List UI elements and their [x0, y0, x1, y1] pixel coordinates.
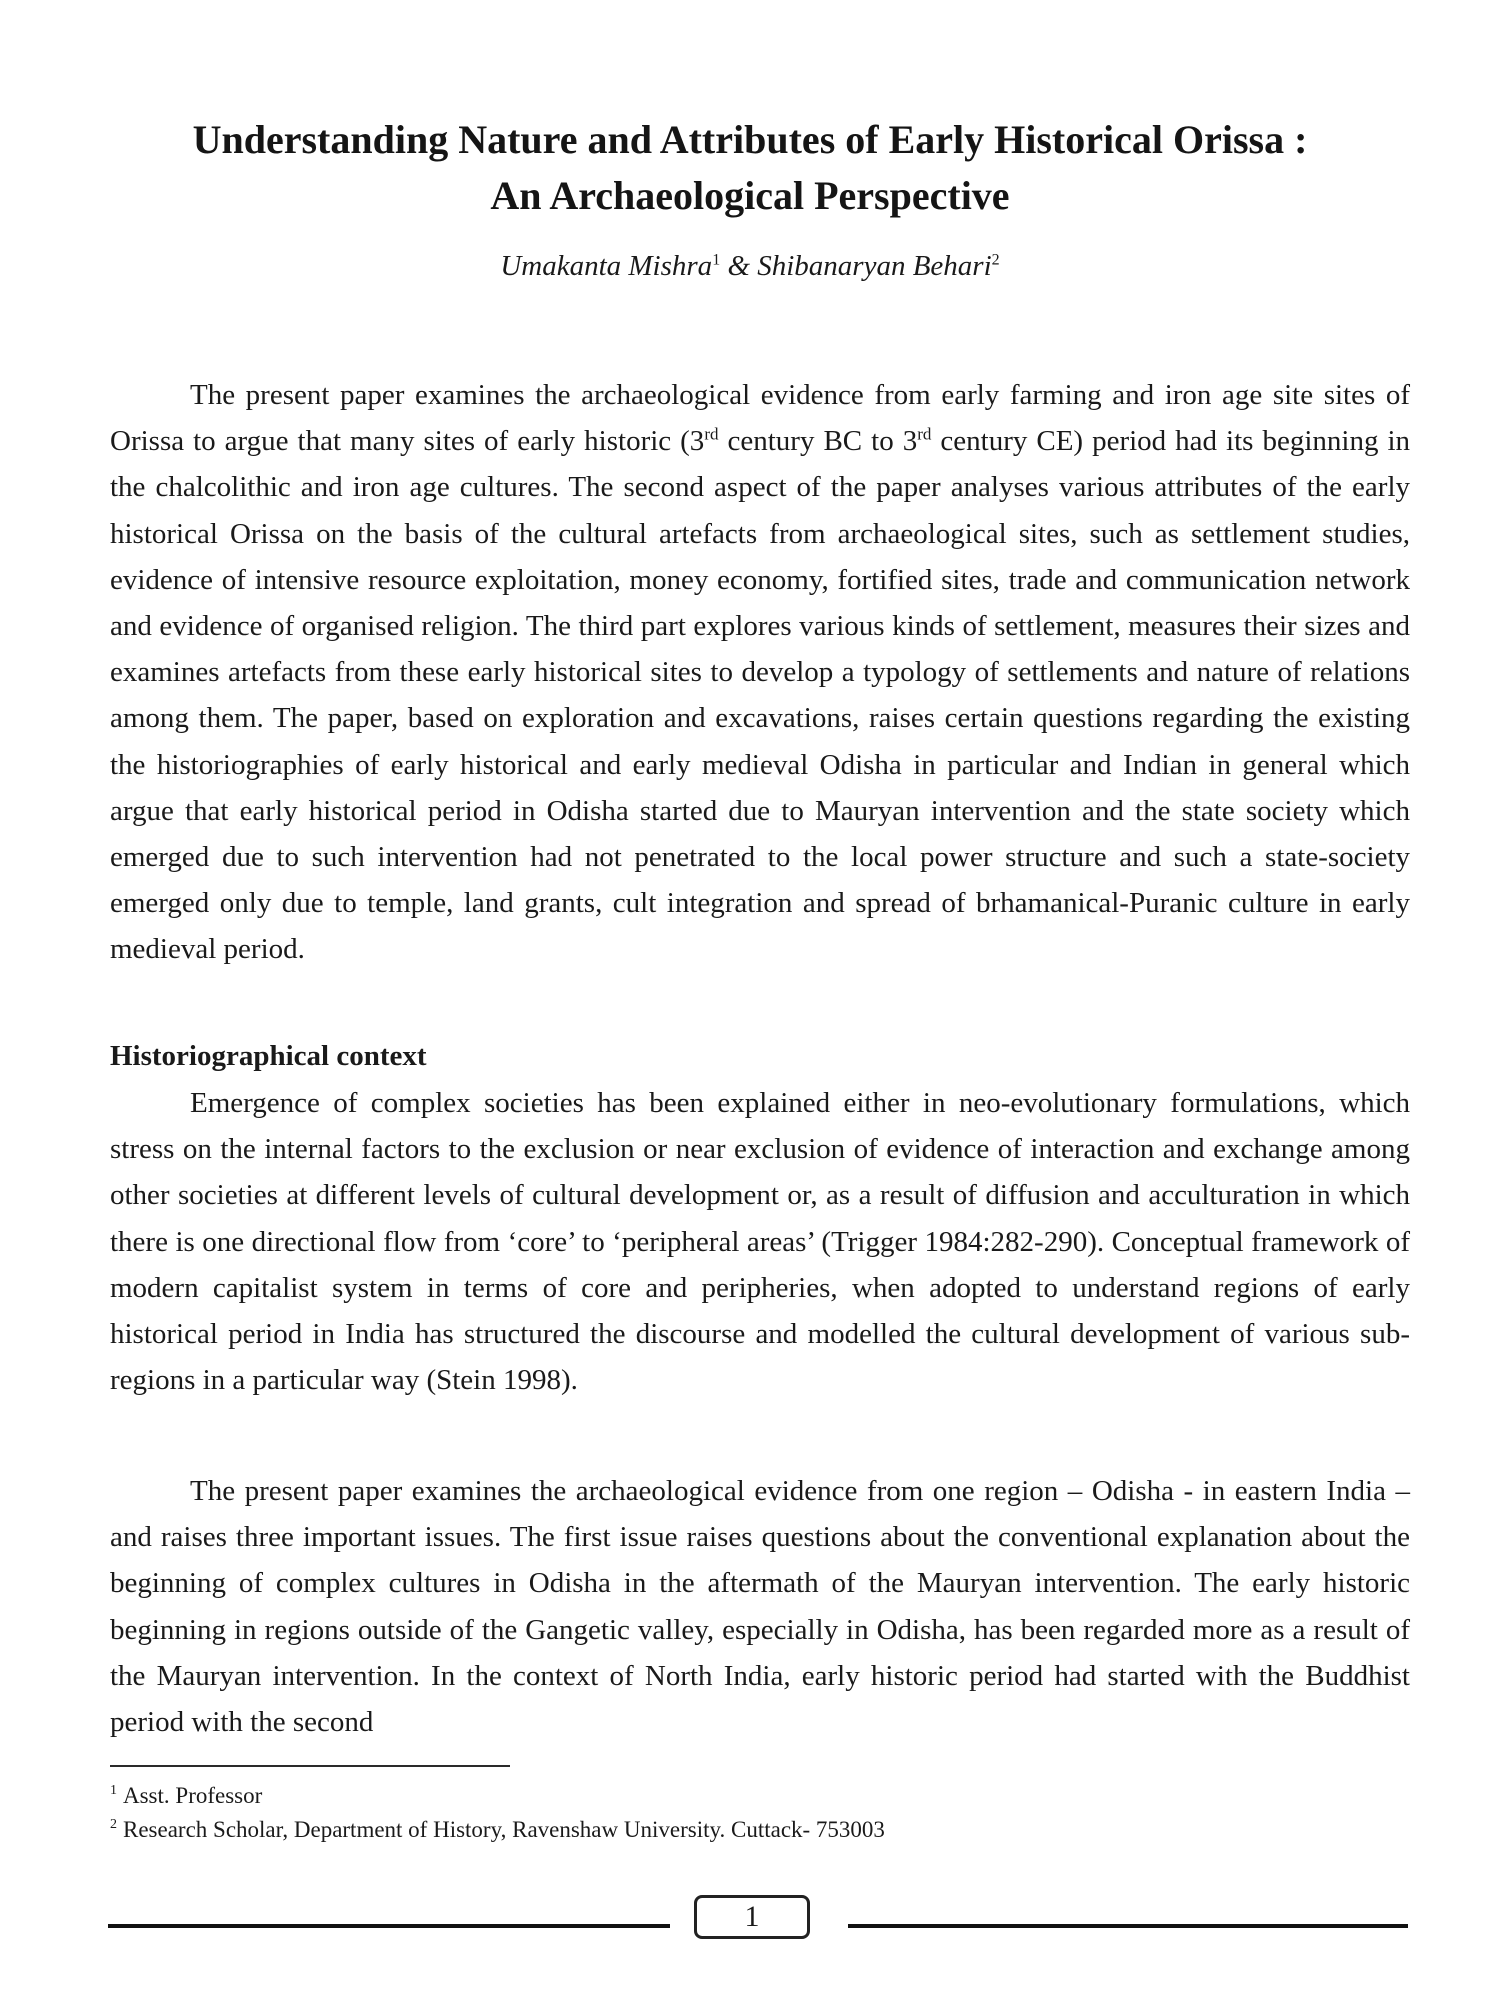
footnote-2	[110, 1814, 885, 1846]
body-paragraph-2: The present paper examines the archaeological evidence from one region – Odisha - in eastern India – and raises three important issues. The first issue raises questions about the conventional explanation about the beginning of complex cultures in Odisha in the aftermath of the Mauryan intervention. The early historic beginning in regions outside of the Gangetic valley, especially in Odisha, has been regarded more as a result of the Mauryan intervention. In the context of North India, early historic period had started with the Buddhist period with the second	[110, 1475, 1410, 1739]
abstract-text-part-2: century BC to 3	[718, 425, 918, 458]
title-line-1: Understanding Nature and Attributes of Early Historical Orissa :	[192, 117, 1308, 162]
author-1-footnote-mark: 1	[712, 251, 721, 269]
abstract-superscript-1: rd	[704, 424, 719, 444]
section-heading: Historiographical context	[110, 1040, 427, 1072]
footnote-1-text: Asst. Professor	[123, 1783, 263, 1808]
footnote-divider	[110, 1765, 510, 1767]
author-separator: &	[720, 250, 758, 282]
body-paragraph-1: Emergence of complex societies has been explained either in neo-evolutionary formulations, which stress on the internal factors to the exclusion or near exclusion of evidence of interaction and exchange among other societies at different levels of cultural development or, as a result of diffusion and acculturation in which there is one directional flow from ‘core’ to ‘peripheral areas’ (Trigger 1984:282-290). Conceptual framework of modern capitalist system in terms of core and peripheries, when adopted to understand regions of early historical period in India has structured the discourse and modelled the cultural development of various sub-regions in a particular way (Stein 1998).	[110, 1087, 1410, 1397]
author-2-footnote-mark: 2	[991, 251, 1000, 269]
title-line-2: An Archaeological Perspective	[490, 173, 1010, 218]
page-number: 1	[694, 1895, 810, 1939]
abstract-text-part-3: century CE) period had its beginning in the chalcolithic and iron age cultures. The second aspect of the paper analyses various attributes of the early historical Orissa on the basis of the cultural artefacts from archaeological sites, such as settlement studies, evidence of intensive resource exploitation, money economy, fortified sites, trade and communication network and evidence of organised religion. The third part explores various kinds of settlement, measures their sizes and examines artefacts from these early historical sites to develop a typology of settlements and nature of relations among them. The paper, based on exploration and excavations, raises certain questions regarding the existing the historiographies of early historical and early medieval Odisha in particular and Indian in general which argue that early historical period in Odisha started due to Mauryan intervention and the state society which emerged due to such intervention had not penetrated to the local power structure and such a state-society emerged only due to temple, land grants, cult integration and spread of brhamanical-Puranic culture in early medieval period.	[110, 425, 1411, 966]
author-line	[100, 248, 1400, 284]
page-footer-rule-left	[108, 1924, 670, 1928]
footnote-1-mark: 1	[110, 1783, 117, 1799]
abstract-paragraph	[110, 372, 1410, 973]
paper-title	[100, 112, 1400, 224]
footnote-1	[110, 1780, 262, 1812]
author-1-name: Umakanta Mishra	[500, 250, 713, 282]
footnote-2-mark: 2	[110, 1817, 117, 1833]
footnote-2-text: Research Scholar, Department of History, Ravenshaw University. Cuttack- 753003	[123, 1817, 885, 1842]
abstract-text-part-1: The present paper examines the archaeological evidence from early farming and iron age site sites of Orissa to argue that many sites of early historic (3	[110, 379, 1410, 458]
author-2-name: Shibanaryan Behari	[757, 250, 992, 282]
page-footer-rule-right	[848, 1924, 1408, 1928]
abstract-superscript-2: rd	[917, 424, 932, 444]
